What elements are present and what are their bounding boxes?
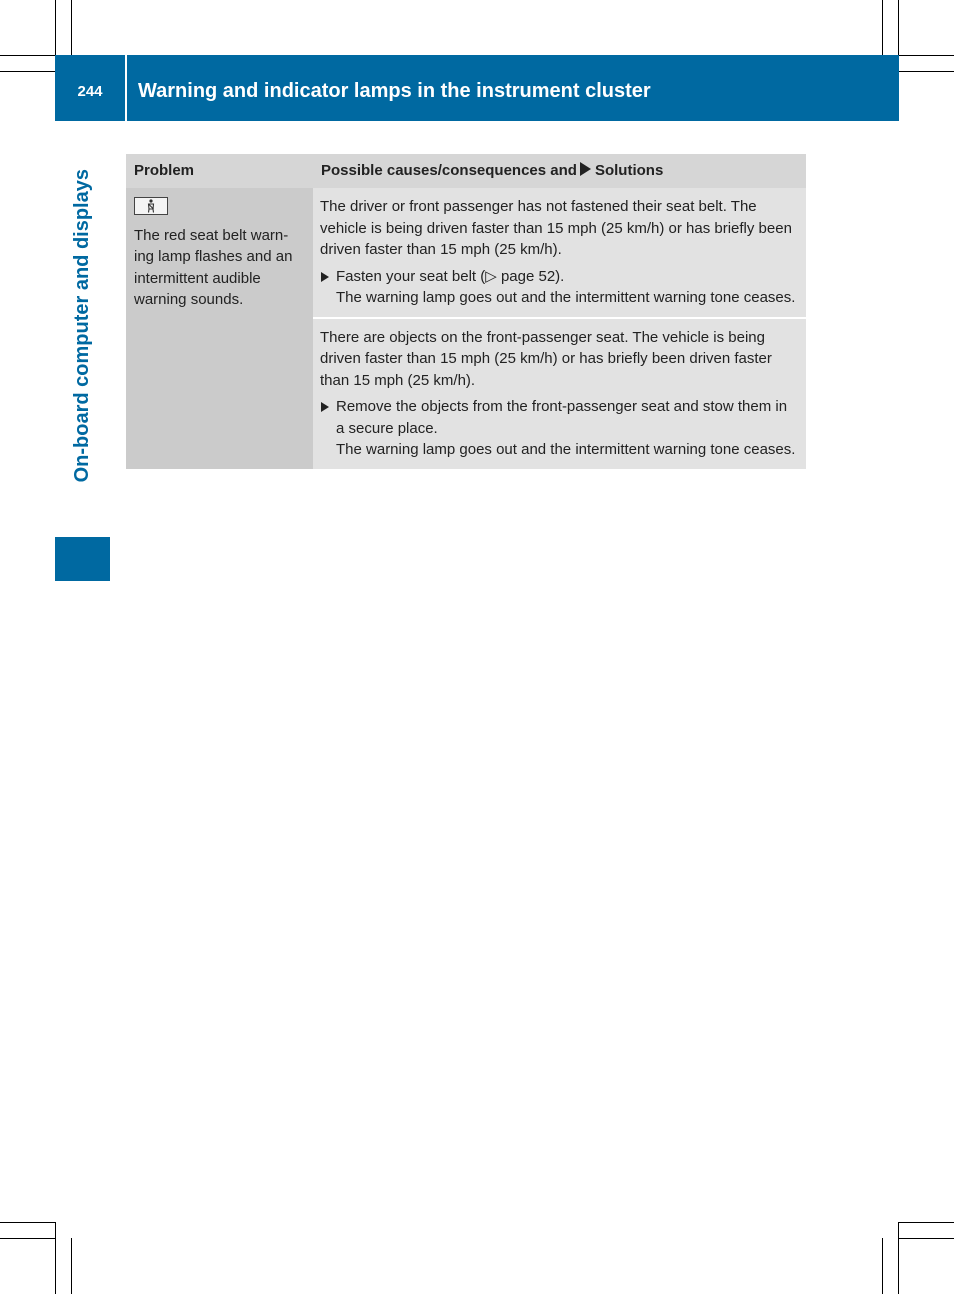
crop-mark — [0, 1222, 55, 1223]
table-header-row — [126, 154, 806, 188]
crop-mark — [0, 71, 55, 72]
crop-mark — [71, 1238, 72, 1294]
crop-mark — [0, 55, 55, 56]
step-text: Fasten your seat belt (▷ page 52). — [336, 267, 565, 285]
solution-step — [320, 266, 799, 309]
crop-mark — [882, 1238, 883, 1294]
crop-mark — [898, 0, 899, 55]
chapter-marker — [55, 537, 110, 581]
step-text: Remove the objects from the front-passenger seat and stow them in a secure place. — [336, 398, 788, 437]
section-title: Warning and indicator lamps in the instrument cluster — [138, 80, 651, 102]
arrow-right-icon — [580, 162, 591, 176]
crop-mark — [899, 55, 954, 56]
cause-cell — [313, 188, 806, 317]
step-arrow-icon — [321, 272, 329, 282]
crop-mark — [898, 1222, 899, 1294]
crop-mark — [899, 1238, 954, 1239]
warning-lamp-table — [126, 154, 806, 469]
chapter-label — [55, 121, 110, 531]
table-row — [126, 188, 806, 469]
problem-cell — [126, 188, 313, 469]
crop-mark — [55, 0, 56, 55]
seat-belt-warning-icon — [134, 197, 168, 215]
crop-mark — [55, 1222, 56, 1294]
cause-text: There are objects on the front-passenger seat. The vehicle is being driven faster than 15 mph (25 km/h) or has briefly been driven faster than 15 mph (25 km/h). — [320, 328, 772, 389]
page-header — [55, 55, 899, 121]
step-result: The warning lamp goes out and the intermittent warning tone ceases. — [336, 289, 796, 306]
crop-mark — [899, 1222, 954, 1223]
header-divider — [125, 55, 127, 121]
column-header-causes — [313, 154, 806, 188]
crop-mark — [899, 71, 954, 72]
step-arrow-icon — [321, 402, 329, 412]
column-header-solutions-text: Solutions — [594, 162, 664, 179]
chapter-side-tab — [55, 121, 110, 581]
chapter-label-text: On-board computer and displays — [71, 169, 93, 483]
crop-mark — [882, 0, 883, 55]
seat-belt-icon — [146, 199, 156, 213]
step-result: The warning lamp goes out and the intermittent warning tone ceases. — [336, 441, 796, 458]
page-number: 244 — [77, 83, 103, 100]
causes-column — [313, 188, 806, 469]
cause-text: The driver or front passenger has not fastened their seat belt. The vehicle is being driven faster than 15 mph (25 km/h) or has briefly been driven faster than 15 mph (25 km/h). — [320, 198, 792, 258]
crop-mark — [71, 0, 72, 55]
cause-cell — [313, 317, 806, 469]
problem-text: The red seat belt warn-ing lamp flashes and an intermittent audible warning sounds. — [134, 226, 293, 308]
crop-mark — [0, 1238, 55, 1239]
column-header-problem: Problem — [134, 162, 195, 179]
solution-step — [320, 396, 799, 461]
column-header-causes-text: Possible causes/consequences and — [321, 162, 577, 179]
